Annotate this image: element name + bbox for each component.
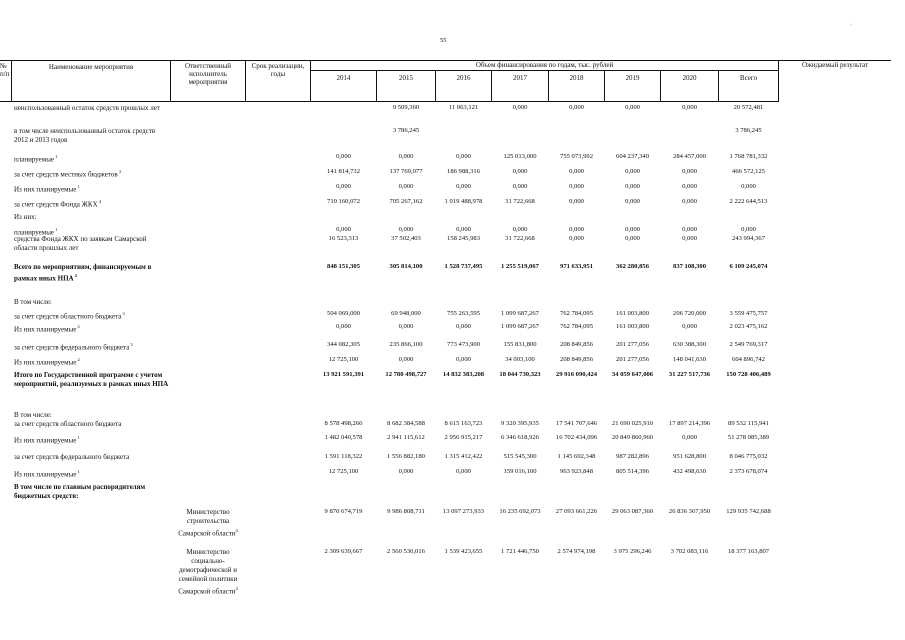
- cell-value: 710 160,072: [327, 198, 360, 205]
- cell-value: 1 099 687,267: [501, 323, 539, 330]
- cell-value: 848 151,305: [327, 263, 360, 270]
- cell-value: 148 041,630: [673, 356, 706, 363]
- row-label-text: неиспользованный остаток средств прошлых лет: [14, 104, 160, 112]
- cell-value: 186 988,316: [447, 168, 480, 175]
- cell-value: 12 725,100: [328, 468, 359, 475]
- cell-value: 1 528 737,495: [444, 263, 483, 270]
- footnote-mark: 3: [121, 311, 125, 316]
- header-year-2016: 2016: [456, 74, 471, 82]
- cell-value: 0,000: [682, 183, 697, 190]
- cell-value: 31 227 517,736: [668, 371, 711, 378]
- cell-value: 17 541 707,646: [555, 420, 598, 427]
- cell-value: 11 063,121: [448, 104, 479, 111]
- cell-value: 515 545,300: [503, 453, 537, 460]
- cell-value: 466 572,125: [732, 168, 765, 175]
- footnote-mark: 1: [76, 469, 80, 474]
- cell-value: 0,000: [741, 226, 756, 233]
- footnote-mark: 3: [129, 342, 133, 347]
- footnote-mark: 1: [54, 154, 58, 159]
- cell-value: 8 615 163,723: [444, 420, 483, 427]
- row-label-text: средства Фонда ЖКХ по заявкам Самарской области прошлых лет: [14, 235, 147, 252]
- row-label-text: В том числе:: [14, 411, 52, 419]
- header-result: Ожидаемый результат: [801, 61, 869, 69]
- cell-value: 31 722,668: [505, 198, 535, 205]
- row-label-text: за счет средств федерального бюджета: [14, 453, 130, 461]
- cell-value: 2 549 769,317: [729, 341, 768, 348]
- row-label: [14, 310, 170, 321]
- cell-value: 18 377 163,807: [727, 548, 770, 555]
- cell-value: 8 578 498,266: [324, 420, 363, 427]
- cell-value: 1 019 488,978: [444, 198, 483, 205]
- cell-value: 2 023 475,162: [729, 323, 768, 330]
- row-label-text: В том числе по главным распорядителям бюджетных средств:: [14, 483, 146, 500]
- cell-value: 0,000: [336, 226, 351, 233]
- cell-value: 0,000: [741, 183, 756, 190]
- cell-value: 963 923,848: [560, 468, 593, 475]
- cell-value: 3 702 083,116: [670, 548, 709, 555]
- responsible-executor-text: Министерство строительства Самарской области: [178, 508, 236, 538]
- row-label-text: за счет средств Фонда ЖКХ: [14, 200, 98, 209]
- page-number: 55: [440, 37, 447, 44]
- table-header: [0, 60, 891, 102]
- cell-value: 208 849,856: [560, 356, 593, 363]
- cell-value: 0,000: [512, 226, 528, 233]
- cell-value: 0,000: [456, 183, 471, 190]
- header-num: № п/п: [0, 62, 10, 78]
- cell-value: 1 099 687,267: [501, 310, 539, 317]
- cell-value: 159 016,100: [503, 468, 537, 475]
- cell-value: 69 948,000: [391, 310, 421, 317]
- cell-value: 150 728 406,489: [726, 371, 771, 378]
- cell-value: 27 093 661,226: [555, 508, 598, 515]
- row-label-text: Из них планируемые: [14, 436, 77, 445]
- cell-value: 243 994,367: [732, 235, 765, 242]
- header-responsible: Ответственный исполнитель мероприятия: [184, 62, 232, 86]
- cell-value: 0,000: [512, 183, 528, 190]
- row-label: [14, 453, 170, 462]
- header-year-2017: 2017: [513, 74, 527, 82]
- cell-value: 1 145 692,348: [557, 453, 596, 460]
- cell-value: 0,000: [625, 104, 640, 111]
- row-label: [14, 298, 170, 307]
- cell-value: 206 720,000: [673, 310, 706, 317]
- cell-value: 1 482 040,578: [324, 434, 363, 441]
- cell-value: 3 559 475,757: [729, 310, 768, 317]
- cell-value: 604 237,340: [616, 153, 649, 160]
- cell-value: 0,000: [682, 198, 697, 205]
- cell-value: 604 896,742: [732, 356, 765, 363]
- cell-value: 125 013,000: [503, 153, 537, 160]
- cell-value: 12 725,100: [328, 356, 359, 363]
- cell-value: 0,000: [456, 226, 471, 233]
- cell-value: 13 921 591,391: [322, 371, 365, 378]
- cell-value: 0,000: [456, 468, 471, 475]
- header-year-total: Всего: [739, 74, 758, 82]
- cell-value: 12 780 498,727: [385, 371, 427, 378]
- cell-value: 432 498,630: [673, 468, 706, 475]
- cell-value: 0,000: [682, 235, 697, 242]
- row-label-text: за счет средств областного бюджета: [14, 420, 122, 428]
- cell-value: 0,000: [682, 104, 697, 111]
- row-label: [14, 341, 170, 352]
- row-label: [14, 198, 170, 209]
- cell-value: 755 073,992: [560, 153, 593, 160]
- cell-value: 0,000: [456, 153, 471, 160]
- cell-value: 161 003,800: [616, 310, 649, 317]
- row-label-text: планируемые: [14, 228, 55, 237]
- cell-value: 0,000: [569, 168, 584, 175]
- cell-value: 1 556 882,180: [387, 453, 425, 460]
- cell-value: 158 245,983: [447, 235, 480, 242]
- footnote-mark: 1: [54, 227, 58, 232]
- cell-value: 18 044 730,323: [499, 371, 541, 378]
- cell-value: 0,000: [569, 198, 584, 205]
- cell-value: 16 235 692,073: [499, 508, 541, 515]
- cell-value: 0,000: [398, 153, 414, 160]
- cell-value: 6 346 618,926: [501, 434, 539, 441]
- cell-value: 17 897 214,396: [668, 420, 711, 427]
- footnote-mark: 2: [76, 324, 80, 329]
- cell-value: 2 309 639,667: [324, 548, 363, 555]
- cell-value: 987 282,896: [616, 453, 649, 460]
- cell-value: 13 097 273,933: [442, 508, 485, 515]
- cell-value: 2 941 115,612: [387, 434, 425, 441]
- row-label: [14, 420, 170, 429]
- cell-value: 51 278 985,389: [727, 434, 770, 441]
- cell-value: 0,000: [336, 183, 351, 190]
- cell-value: 0,000: [625, 183, 640, 190]
- cell-value: 0,000: [625, 198, 640, 205]
- cell-value: 0,000: [625, 168, 640, 175]
- row-label: [14, 183, 170, 194]
- cell-value: 0,000: [625, 226, 640, 233]
- header-term: Срок реализации, годы: [251, 62, 305, 78]
- row-label: [14, 235, 170, 252]
- cell-value: 837 108,300: [673, 263, 706, 270]
- row-label: [14, 127, 170, 144]
- row-label-text: планируемые: [14, 155, 55, 164]
- cell-value: 201 277,056: [616, 356, 649, 363]
- footnote-mark: 1: [76, 184, 80, 189]
- cell-value: 6 109 245,074: [729, 263, 768, 270]
- cell-value: 284 457,000: [673, 153, 706, 160]
- footnote-mark: 3: [117, 169, 122, 174]
- cell-value: 805 514,396: [616, 468, 649, 475]
- cell-value: 0,000: [682, 226, 697, 233]
- header-year-2019: 2019: [625, 74, 640, 82]
- cell-value: 762 784,095: [560, 323, 593, 330]
- cell-value: 0,000: [569, 104, 584, 111]
- cell-value: 951 628,800: [673, 453, 706, 460]
- cell-value: 3 975 296,246: [613, 548, 652, 555]
- header-name: Наименование мероприятия: [48, 63, 134, 71]
- cell-value: 0,000: [512, 168, 528, 175]
- cell-value: 34 003,100: [505, 356, 535, 363]
- header-year-2018: 2018: [569, 74, 584, 82]
- row-label: [14, 411, 170, 420]
- cell-value: 29 916 090,424: [555, 371, 598, 378]
- cell-value: 0,000: [512, 104, 528, 111]
- cell-value: 1 539 423,655: [444, 548, 483, 555]
- cell-value: 630 388,300: [673, 341, 706, 348]
- cell-value: 0,000: [569, 226, 584, 233]
- cell-value: 0,000: [398, 183, 414, 190]
- cell-value: 2 574 974,198: [557, 548, 596, 555]
- row-label-text: за счет средств федерального бюджета: [14, 343, 130, 352]
- cell-value: 0,000: [682, 168, 697, 175]
- cell-value: 0,000: [398, 226, 414, 233]
- cell-value: 129 935 742,688: [726, 508, 771, 515]
- cell-value: 2 956 915,217: [444, 434, 483, 441]
- cell-value: 0,000: [398, 323, 414, 330]
- cell-value: 34 059 647,006: [611, 371, 654, 378]
- row-label: [14, 323, 170, 334]
- cell-value: 504 069,000: [327, 310, 360, 317]
- row-label: [14, 468, 170, 479]
- cell-value: 8 046 775,032: [729, 453, 768, 460]
- footnote-mark: 2: [76, 357, 80, 362]
- cell-value: 20 849 860,960: [611, 434, 654, 441]
- cell-value: 0,000: [569, 183, 584, 190]
- row-label-text: Из них планируемые: [14, 325, 77, 334]
- scan-speck: ·: [850, 22, 852, 28]
- row-label-text: Из них:: [14, 213, 37, 221]
- cell-value: 362 280,856: [616, 263, 649, 270]
- row-label-text: В том числе:: [14, 298, 52, 306]
- cell-value: 0,000: [398, 356, 414, 363]
- cell-value: 16 523,313: [328, 235, 359, 242]
- cell-value: 0,000: [569, 235, 584, 242]
- cell-value: 155 831,800: [503, 341, 537, 348]
- cell-value: 1 768 781,332: [729, 153, 768, 160]
- cell-value: 21 690 025,910: [611, 420, 654, 427]
- row-label-text: за счет средств областного бюджета: [14, 312, 122, 321]
- row-label: [14, 371, 170, 388]
- cell-value: 235 866,100: [389, 341, 423, 348]
- footnote-mark: 2: [73, 272, 77, 278]
- row-label: [14, 263, 170, 282]
- cell-value: 2 560 530,016: [387, 548, 425, 555]
- cell-value: 0,000: [456, 356, 471, 363]
- row-label: [14, 434, 170, 445]
- row-label-text: Из них планируемые: [14, 185, 77, 194]
- responsible-executor: [172, 548, 244, 596]
- footnote-mark: 4: [235, 528, 238, 533]
- cell-value: 971 633,951: [560, 263, 593, 270]
- cell-value: 14 832 383,208: [442, 371, 485, 378]
- row-label-text: Из них планируемые: [14, 470, 77, 479]
- cell-value: 762 784,095: [560, 310, 593, 317]
- header-funding: Объем финансирования по годам, тыс. рублей: [475, 61, 614, 69]
- cell-value: 3 786,245: [735, 127, 762, 134]
- footnote-mark: 1: [76, 435, 80, 440]
- cell-value: 89 532 115,941: [728, 420, 769, 427]
- cell-value: 773 473,900: [447, 341, 480, 348]
- cell-value: 0,000: [625, 235, 640, 242]
- cell-value: 1 721 446,750: [501, 548, 539, 555]
- cell-value: 305 814,100: [389, 263, 423, 270]
- cell-value: 9 320 395,935: [501, 420, 539, 427]
- row-label-text: Из них планируемые: [14, 358, 77, 367]
- row-label: [14, 168, 170, 179]
- cell-value: 0,000: [682, 434, 697, 441]
- row-label: [14, 213, 170, 222]
- cell-value: 755 263,595: [447, 310, 480, 317]
- cell-value: 20 572,481: [733, 104, 764, 111]
- row-label: [14, 483, 170, 500]
- footnote-mark: 4: [235, 586, 238, 591]
- cell-value: 2 222 644,513: [729, 198, 768, 205]
- cell-value: 26 836 367,950: [668, 508, 711, 515]
- cell-value: 1 315 412,422: [444, 453, 483, 460]
- cell-value: 1 255 519,067: [501, 263, 539, 270]
- cell-value: 1 591 118,322: [324, 453, 363, 460]
- cell-value: 2 373 678,074: [729, 468, 768, 475]
- cell-value: 9 986 808,711: [387, 508, 425, 515]
- cell-value: 9 509,360: [392, 104, 420, 111]
- cell-value: 137 769,077: [389, 168, 423, 175]
- cell-value: 29 063 087,360: [611, 508, 654, 515]
- row-label: [14, 356, 170, 367]
- cell-value: 0,000: [336, 323, 351, 330]
- cell-value: 31 722,668: [505, 235, 535, 242]
- cell-value: 0,000: [336, 153, 351, 160]
- footnote-mark: 4: [97, 199, 101, 204]
- cell-value: 201 277,056: [616, 341, 649, 348]
- row-label-text: за счет средств местных бюджетов: [14, 170, 118, 179]
- header-year-2015: 2015: [399, 74, 413, 82]
- row-label-text: Всего по мероприятиям, финансируемым в рамках иных НПА: [14, 263, 152, 282]
- cell-value: 3 786,245: [392, 127, 420, 134]
- cell-value: 208 849,856: [560, 341, 593, 348]
- responsible-executor-text: Министерство социально-демографической и семейной политики Самарской области: [178, 548, 238, 596]
- cell-value: 0,000: [682, 323, 697, 330]
- row-label-text: в том числе неиспользованный остаток средств 2012 и 2013 годов: [14, 127, 156, 144]
- cell-value: 0,000: [398, 468, 414, 475]
- cell-value: 37 502,403: [391, 235, 421, 242]
- cell-value: 9 870 674,719: [324, 508, 363, 515]
- cell-value: 16 702 434,096: [555, 434, 598, 441]
- header-year-2020: 2020: [682, 74, 697, 82]
- cell-value: 161 003,800: [616, 323, 649, 330]
- cell-value: 705 267,162: [389, 198, 423, 205]
- cell-value: 344 082,305: [327, 341, 360, 348]
- cell-value: 141 814,732: [327, 168, 360, 175]
- row-label: [14, 153, 170, 164]
- row-label-text: Итого по Государственной программе с учетом мероприятий, реализуемых в рамках иных НПА: [14, 371, 169, 388]
- header-year-2014: 2014: [336, 74, 351, 82]
- cell-value: 0,000: [456, 323, 471, 330]
- row-label: [14, 104, 170, 113]
- responsible-executor: [172, 508, 244, 538]
- cell-value: 8 682 384,588: [387, 420, 425, 427]
